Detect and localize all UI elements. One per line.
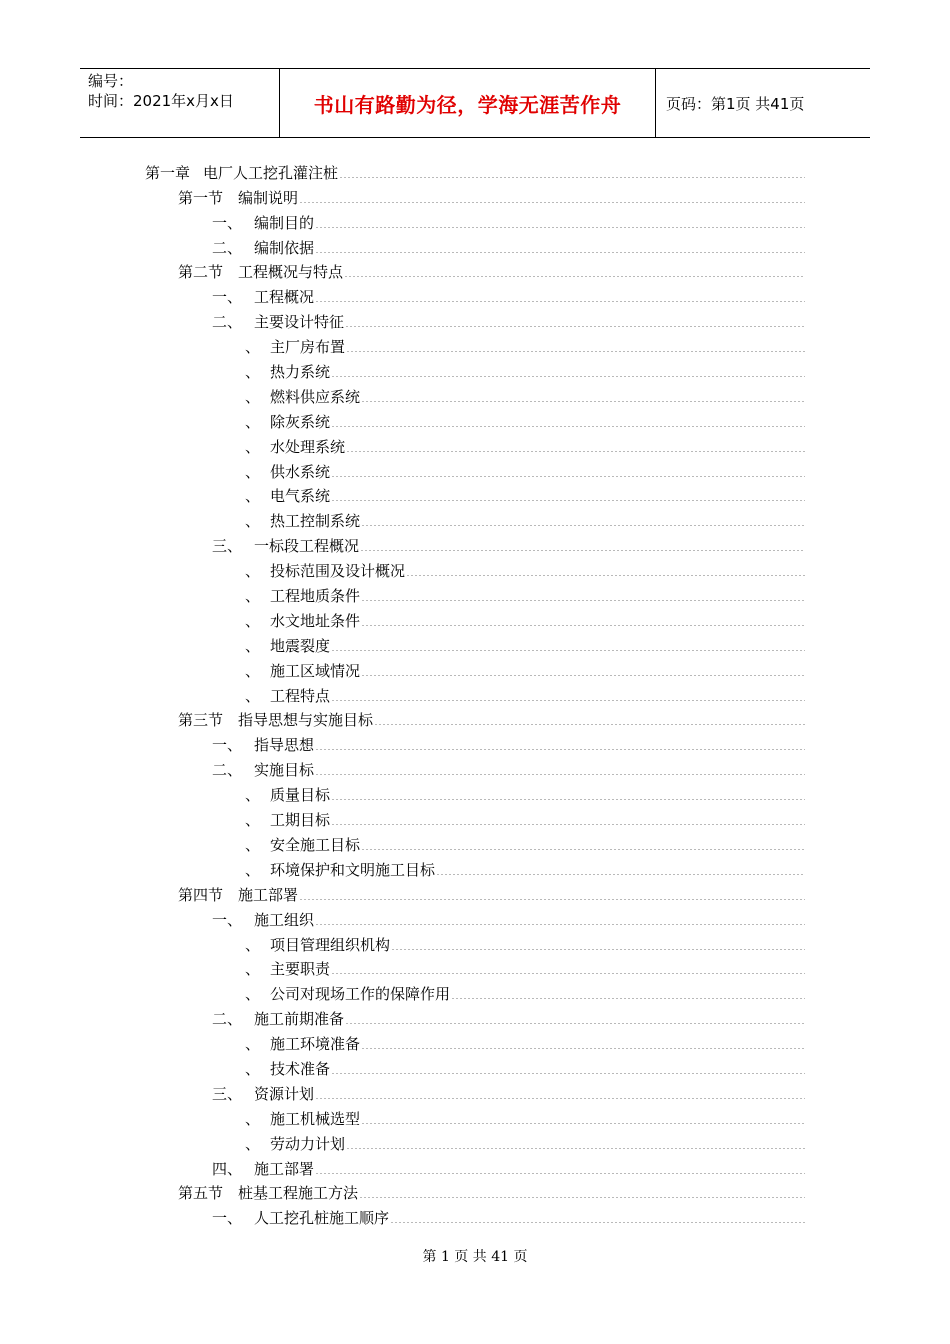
toc-entry-number: 、 — [245, 860, 261, 879]
toc-entry-number: 一、 — [212, 1209, 243, 1228]
toc-entry[interactable] — [0, 307, 805, 332]
toc-entry[interactable] — [0, 706, 805, 731]
toc-entry-number: 、 — [245, 363, 261, 382]
toc-entry-number: 三、 — [212, 1084, 243, 1103]
toc-entry-number: 、 — [245, 412, 261, 431]
toc-entry-title: 人工挖孔桩施工顺序 — [254, 1209, 390, 1228]
toc-entry-number: 、 — [245, 985, 261, 1004]
toc-entry-title: 水文地址条件 — [270, 611, 361, 630]
header-motto: 书山有路勤为径，学海无涯苦作舟 — [280, 69, 656, 137]
toc-entry-title: 工程地质条件 — [270, 587, 361, 606]
toc-entry-title: 主要设计特征 — [254, 313, 345, 332]
toc-dot-leader — [331, 500, 805, 501]
toc-dot-leader — [299, 899, 805, 900]
toc-entry[interactable] — [0, 457, 805, 482]
toc-entry-title: 水处理系统 — [270, 437, 346, 456]
toc-dot-leader — [331, 1073, 805, 1074]
toc-entry[interactable] — [0, 1179, 805, 1204]
toc-entry-number: 、 — [245, 611, 261, 630]
toc-entry[interactable] — [0, 830, 805, 855]
toc-entry-title: 主要职责 — [270, 960, 331, 979]
toc-entry-title: 施工区域情况 — [270, 661, 361, 680]
toc-entry-title: 劳动力计划 — [270, 1134, 346, 1153]
toc-entry[interactable] — [0, 930, 805, 955]
toc-entry[interactable] — [0, 1154, 805, 1179]
toc-entry-title: 投标范围及设计概况 — [270, 562, 406, 581]
toc-entry[interactable] — [0, 382, 805, 407]
toc-dot-leader — [361, 600, 805, 601]
toc-entry-title: 编制目的 — [254, 213, 315, 232]
toc-dot-leader — [346, 1148, 805, 1149]
toc-entry-title: 环境保护和文明施工目标 — [270, 860, 436, 879]
toc-entry-title: 指导思想 — [254, 736, 315, 755]
toc-entry-number: 、 — [245, 562, 261, 581]
toc-entry-title: 指导思想与实施目标 — [238, 711, 374, 730]
toc-entry-title: 工程概况 — [254, 288, 315, 307]
toc-dot-leader — [346, 451, 805, 452]
toc-entry[interactable] — [0, 1054, 805, 1079]
toc-dot-leader — [345, 326, 805, 327]
toc-entry-title: 除灰系统 — [270, 412, 331, 431]
toc-dot-leader — [331, 426, 805, 427]
toc-dot-leader — [361, 1048, 805, 1049]
toc-dot-leader — [315, 749, 805, 750]
toc-dot-leader — [344, 276, 805, 277]
toc-dot-leader — [361, 675, 805, 676]
toc-entry[interactable] — [0, 332, 805, 357]
toc-entry-title: 编制依据 — [254, 238, 315, 257]
toc-entry-number: 、 — [245, 935, 261, 954]
toc-entry[interactable] — [0, 282, 805, 307]
toc-entry-title: 公司对现场工作的保障作用 — [270, 985, 451, 1004]
toc-entry-title: 工期目标 — [270, 811, 331, 830]
toc-dot-leader — [339, 177, 805, 178]
toc-dot-leader — [331, 700, 805, 701]
toc-entry-title: 电厂人工挖孔灌注桩 — [203, 163, 339, 182]
toc-dot-leader — [315, 252, 805, 253]
toc-entry-number: 二、 — [212, 1010, 243, 1029]
toc-entry-number: 、 — [245, 786, 261, 805]
toc-entry[interactable] — [0, 432, 805, 457]
toc-entry-number: 一、 — [212, 910, 243, 929]
toc-entry[interactable] — [0, 208, 805, 233]
toc-entry-title: 工程特点 — [270, 686, 331, 705]
toc-dot-leader — [331, 799, 805, 800]
toc-entry[interactable] — [0, 506, 805, 531]
toc-entry[interactable] — [0, 357, 805, 382]
toc-entry[interactable] — [0, 1079, 805, 1104]
toc-entry-number: 、 — [245, 1109, 261, 1128]
toc-entry-title: 主厂房布置 — [270, 338, 346, 357]
toc-entry-number: 一、 — [212, 736, 243, 755]
toc-entry[interactable] — [0, 1029, 805, 1054]
toc-dot-leader — [331, 824, 805, 825]
toc-entry-number: 第四节 — [178, 885, 224, 904]
toc-entry[interactable] — [0, 258, 805, 283]
toc-entry[interactable] — [0, 880, 805, 905]
toc-dot-leader — [315, 301, 805, 302]
toc-dot-leader — [361, 625, 805, 626]
toc-entry-number: 第一章 — [145, 163, 191, 182]
toc-dot-leader — [361, 1123, 805, 1124]
toc-dot-leader — [390, 1222, 805, 1223]
toc-entry-number: 第二节 — [178, 263, 224, 282]
toc-entry-title: 施工组织 — [254, 910, 315, 929]
toc-entry[interactable] — [0, 556, 805, 581]
toc-entry[interactable] — [0, 656, 805, 681]
time-label: 时间：2021年x月x日 — [88, 92, 234, 110]
toc-entry-title: 质量目标 — [270, 786, 331, 805]
toc-entry[interactable] — [0, 905, 805, 930]
toc-dot-leader — [361, 401, 805, 402]
toc-entry-number: 第一节 — [178, 188, 224, 207]
toc-dot-leader — [374, 724, 805, 725]
toc-dot-leader — [361, 525, 805, 526]
toc-entry[interactable] — [0, 1203, 805, 1228]
toc-entry-title: 地震裂度 — [270, 636, 331, 655]
toc-entry-number: 、 — [245, 811, 261, 830]
toc-entry[interactable] — [0, 1004, 805, 1029]
toc-entry-number: 、 — [245, 960, 261, 979]
toc-dot-leader — [331, 476, 805, 477]
toc-entry[interactable] — [0, 1129, 805, 1154]
toc-entry-number: 二、 — [212, 313, 243, 332]
toc-dot-leader — [345, 1023, 805, 1024]
toc-entry[interactable] — [0, 183, 805, 208]
toc-entry-number: 、 — [245, 835, 261, 854]
toc-entry-number: 二、 — [212, 238, 243, 257]
page-footer: 第 1 页 共 41 页 — [422, 1249, 528, 1265]
toc-entry[interactable] — [0, 233, 805, 258]
toc-entry[interactable] — [0, 730, 805, 755]
toc-entry-number: 三、 — [212, 537, 243, 556]
toc-dot-leader — [315, 227, 805, 228]
toc-entry[interactable] — [0, 631, 805, 656]
toc-dot-leader — [359, 1197, 805, 1198]
toc-entry-number: 、 — [245, 587, 261, 606]
toc-dot-leader — [451, 998, 805, 999]
toc-dot-leader — [361, 849, 805, 850]
toc-dot-leader — [360, 550, 805, 551]
toc-entry-number: 第三节 — [178, 711, 224, 730]
toc-entry-number: 、 — [245, 437, 261, 456]
toc-entry[interactable] — [0, 780, 805, 805]
toc-entry-title: 实施目标 — [254, 761, 315, 780]
toc-entry[interactable] — [0, 979, 805, 1004]
toc-entry-title: 安全施工目标 — [270, 835, 361, 854]
toc-entry-number: 、 — [245, 1059, 261, 1078]
toc-dot-leader — [315, 774, 805, 775]
toc-entry-number: 、 — [245, 661, 261, 680]
toc-entry-title: 施工前期准备 — [254, 1010, 345, 1029]
toc-entry-number: 、 — [245, 1035, 261, 1054]
toc-entry-title: 施工部署 — [254, 1159, 315, 1178]
toc-entry-number: 四、 — [212, 1159, 243, 1178]
toc-entry-number: 、 — [245, 686, 261, 705]
toc-entry-title: 一标段工程概况 — [254, 537, 360, 556]
toc-entry[interactable] — [0, 1104, 805, 1129]
toc-entry-title: 施工环境准备 — [270, 1035, 361, 1054]
toc-dot-leader — [331, 650, 805, 651]
toc-entry[interactable] — [0, 755, 805, 780]
toc-entry[interactable] — [0, 805, 805, 830]
toc-dot-leader — [331, 973, 805, 974]
toc-entry[interactable] — [0, 407, 805, 432]
toc-entry[interactable] — [0, 855, 805, 880]
toc-entry-number: 、 — [245, 387, 261, 406]
toc-entry[interactable] — [0, 681, 805, 706]
toc-dot-leader — [391, 949, 805, 950]
header-meta — [80, 69, 280, 137]
toc-entry-title: 施工机械选型 — [270, 1109, 361, 1128]
toc-dot-leader — [299, 202, 805, 203]
toc-entry-number: 一、 — [212, 288, 243, 307]
toc-entry-title: 工程概况与特点 — [238, 263, 344, 282]
number-label: 编号： — [88, 72, 134, 90]
toc-dot-leader — [331, 376, 805, 377]
toc-entry-number: 一、 — [212, 213, 243, 232]
toc-entry-title: 燃料供应系统 — [270, 387, 361, 406]
toc-entry-number: 、 — [245, 512, 261, 531]
toc-entry-number: 二、 — [212, 761, 243, 780]
toc-entry-title: 热力系统 — [270, 363, 331, 382]
toc-entry-number: 、 — [245, 1134, 261, 1153]
toc-entry-title: 技术准备 — [270, 1059, 331, 1078]
table-of-contents — [0, 158, 950, 1228]
toc-entry-number: 、 — [245, 487, 261, 506]
page-header — [80, 68, 870, 138]
toc-entry-number: 、 — [245, 462, 261, 481]
toc-entry-number: 、 — [245, 636, 261, 655]
toc-entry[interactable] — [0, 606, 805, 631]
toc-entry-title: 资源计划 — [254, 1084, 315, 1103]
toc-entry[interactable] — [0, 531, 805, 556]
toc-entry[interactable] — [0, 482, 805, 507]
toc-entry-title: 供水系统 — [270, 462, 331, 481]
toc-dot-leader — [315, 1098, 805, 1099]
toc-entry-number: 、 — [245, 338, 261, 357]
toc-entry-number: 第五节 — [178, 1184, 224, 1203]
toc-dot-leader — [346, 351, 805, 352]
toc-entry-title: 电气系统 — [270, 487, 331, 506]
toc-entry-title: 编制说明 — [238, 188, 299, 207]
toc-entry-title: 热工控制系统 — [270, 512, 361, 531]
toc-entry-title: 项目管理组织机构 — [270, 935, 391, 954]
toc-entry-title: 施工部署 — [238, 885, 299, 904]
toc-entry[interactable] — [0, 158, 805, 183]
toc-entry-title: 桩基工程施工方法 — [238, 1184, 359, 1203]
toc-entry[interactable] — [0, 581, 805, 606]
toc-dot-leader — [436, 874, 805, 875]
toc-entry[interactable] — [0, 955, 805, 980]
toc-dot-leader — [406, 575, 805, 576]
toc-dot-leader — [315, 924, 805, 925]
toc-dot-leader — [315, 1173, 805, 1174]
header-page-info: 页码：第1页 共41页 — [666, 94, 805, 113]
